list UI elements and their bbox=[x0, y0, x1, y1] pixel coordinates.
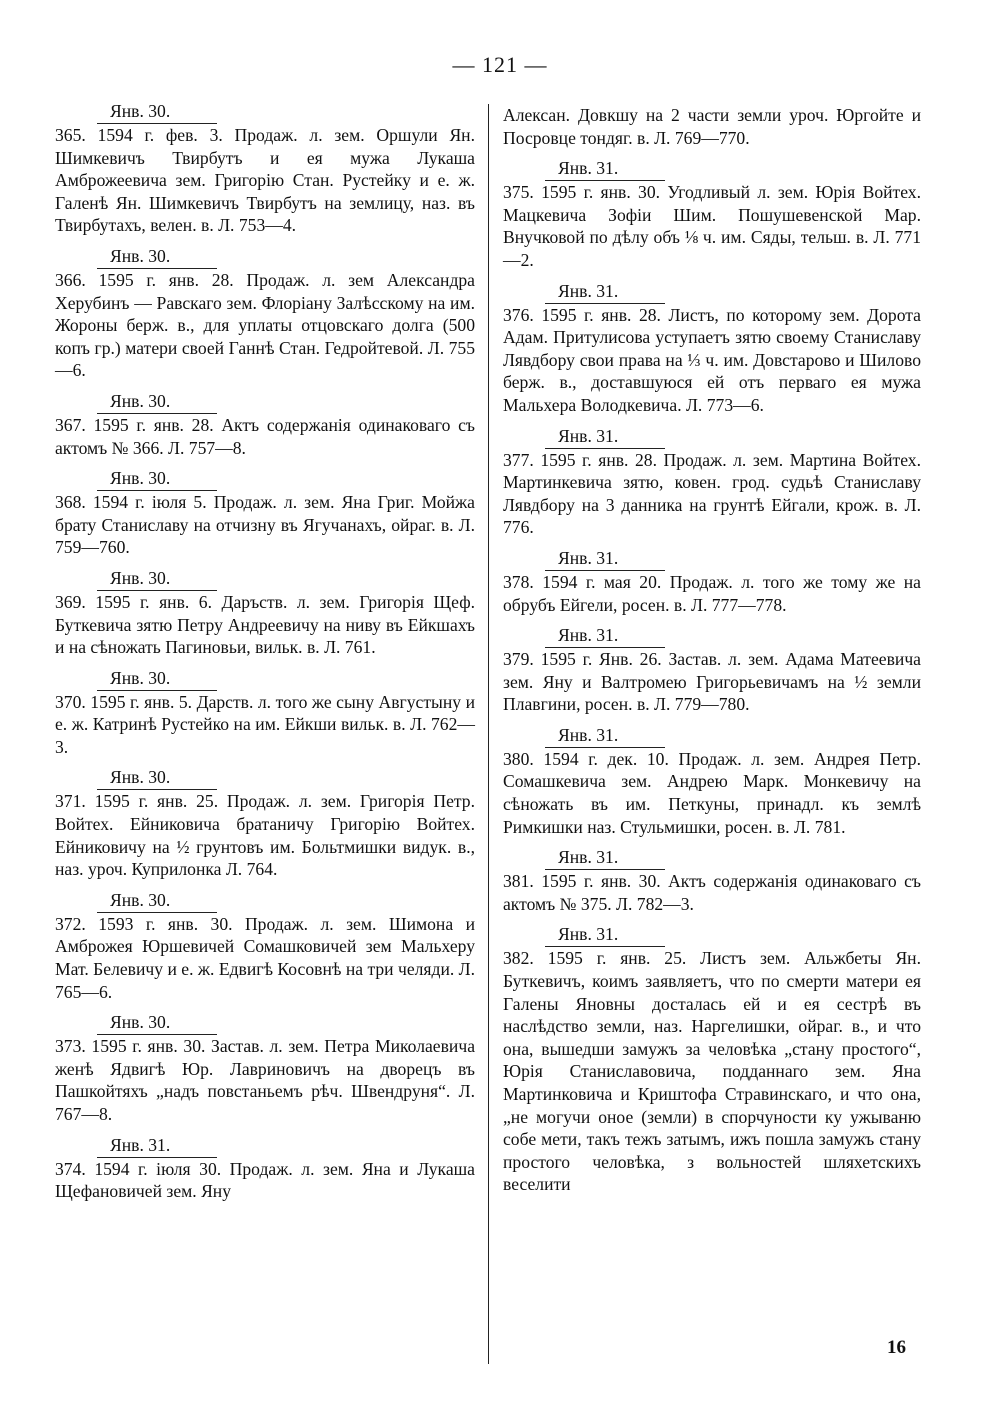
entry-date: Янв. 31. bbox=[503, 846, 921, 870]
entry-382 bbox=[503, 923, 921, 1196]
entry-text: 373. 1595 г. янв. 30. Застав. л. зем. Петра Миколаевича женѣ Ядвигѣ Юр. Лавриновичъ на дворецъ въ Пашкойтяхъ „надъ повстаньемъ рѣч. Швендруня“. Л. 767—8. bbox=[55, 1036, 475, 1124]
entry-365 bbox=[55, 100, 475, 237]
entry-text: 366. 1595 г. янв. 28. Продаж. л. зем Александра Херубинъ — Равскаго зем. Флоріану Залѣсскому на им. Жороны берж. в., для уплаты отцовскаго долга (500 копъ гр.) матери своей Ганнѣ Стан. Гедройтевой. Л. 755—6. bbox=[55, 269, 475, 381]
entry-text: 378. 1594 г. мая 20. Продаж. л. того же тому же на обрубъ Ейгели, росен. в. Л. 777—778. bbox=[503, 571, 921, 615]
entry-date: Янв. 30. bbox=[55, 100, 475, 124]
entry-381 bbox=[503, 846, 921, 915]
entry-text: 370. 1595 г. янв. 5. Дарств. л. того же сыну Августыну и е. ж. Катринѣ Рустейко на им. Ейкши вильк. в. Л. 762—3. bbox=[55, 691, 475, 757]
entry-373 bbox=[55, 1011, 475, 1125]
entry-date: Янв. 31. bbox=[503, 624, 921, 648]
entry-367 bbox=[55, 390, 475, 459]
entry-371 bbox=[55, 766, 475, 880]
entry-379 bbox=[503, 624, 921, 716]
entry-text: 377. 1595 г. янв. 28. Продаж. л. зем. Мартина Войтех. Мартинкевича зятю, ковен. грод. судьѣ Станиславу Лявдбору на 3 данника на грунтѣ Ейгали, крож. в. Л. 776. bbox=[503, 449, 921, 538]
entry-370 bbox=[55, 667, 475, 759]
entry-text: 371. 1595 г. янв. 25. Продаж. л. зем. Григорія Петр. Войтех. Ейниковича братаничу Григорію Войтех. Ейниковичу на ½ грунтовъ им. Больтмишки видук. в., наз. уроч. Куприлонка Л. 764. bbox=[55, 791, 475, 880]
entry-text: 381. 1595 г. янв. 30. Актъ содержанія одинаковаго съ актомъ № 375. Л. 782—3. bbox=[503, 871, 921, 914]
entry-text: 372. 1593 г. янв. 30. Продаж. л. зем. Шимона и Амброжея Юршевичей Сомашковичей зем Мальхеру Мат. Белевичу и е. ж. Едвигѣ Косовнѣ на три челяди. Л. 765—6. bbox=[55, 913, 475, 1002]
entry-372 bbox=[55, 889, 475, 1003]
entry-date: Янв. 31. bbox=[503, 547, 921, 571]
entry-date: Янв. 31. bbox=[503, 724, 921, 748]
entry-text: 365. 1594 г. фев. 3. Продаж. л. зем. Оршули Ян. Шимкевичъ Твирбутъ и ея мужа Лукаша Амброжеевича зем. Григорію Стан. Рустейку и е. ж. Галенѣ Ян. Шимкевичъ Твирбутъ на землицу, наз. въ Твирбутахъ, велен. в. Л. 753—4. bbox=[55, 125, 475, 236]
entry-date: Янв. 30. bbox=[55, 1011, 475, 1035]
entry-date: Янв. 31. bbox=[55, 1134, 475, 1158]
page-number: — 121 — bbox=[452, 52, 548, 77]
entry-date: Янв. 30. bbox=[55, 766, 475, 790]
left-column bbox=[55, 96, 475, 1211]
right-column bbox=[503, 104, 921, 1204]
entry-377 bbox=[503, 425, 921, 539]
entry-date: Янв. 30. bbox=[55, 889, 475, 913]
entry-375 bbox=[503, 157, 921, 271]
entry-376 bbox=[503, 280, 921, 417]
entry-374-continuation: Алексан. Довкшу на 2 части земли уроч. Юргойте и Посровце тондяг. в. Л. 769—770. bbox=[503, 105, 921, 148]
entry-374 bbox=[55, 1134, 475, 1203]
entry-date: Янв. 31. bbox=[503, 280, 921, 304]
entry-text: 369. 1595 г. янв. 6. Даръств. л. зем. Григорія Щеф. Буткевича зятю Петру Андреевичу на ниву въ Ейкшахъ и на сѣножать Пагиновьи, вильк. в. Л. 761. bbox=[55, 591, 475, 658]
entry-369 bbox=[55, 567, 475, 659]
printer-signature: 16 bbox=[887, 1337, 906, 1358]
column-divider bbox=[488, 104, 489, 1364]
entry-368 bbox=[55, 467, 475, 559]
entry-date: Янв. 30. bbox=[55, 467, 475, 491]
entry-date: Янв. 31. bbox=[503, 425, 921, 449]
entry-date: Янв. 30. bbox=[55, 567, 475, 591]
entry-text: 374. 1594 г. іюля 30. Продаж. л. зем. Яна и Лукаша Щефановичей зем. Яну bbox=[55, 1158, 475, 1202]
entry-text: 380. 1594 г. дек. 10. Продаж. л. зем. Андрея Петр. Сомашкевича зем. Андрею Марк. Монкевичу на сѣножать въ им. Петкуны, принадл. къ землѣ Римкишки наз. Стульмишки, росен. в. Л. 781. bbox=[503, 748, 921, 837]
entry-text: 375. 1595 г. янв. 30. Угодливый л. зем. Юрія Войтех. Мацкевича Зофіи Шим. Пошушевенской Мар. Внучковой по дѣлу объ ⅛ ч. им. Сяды, тельш. в. Л. 771—2. bbox=[503, 182, 921, 270]
entry-378 bbox=[503, 547, 921, 616]
entry-date: Янв. 30. bbox=[55, 245, 475, 269]
entry-366 bbox=[55, 245, 475, 382]
entry-date: Янв. 31. bbox=[503, 157, 921, 181]
entry-date: Янв. 30. bbox=[55, 667, 475, 691]
entry-380 bbox=[503, 724, 921, 838]
entry-text: 379. 1595 г. Янв. 26. Застав. л. зем. Адама Матеевича зем. Яну и Валтромею Григорьевичамъ на ½ земли Плавгини, росен. в. Л. 779—780. bbox=[503, 649, 921, 715]
entry-text: 367. 1595 г. янв. 28. Актъ содержанія одинаковаго съ актомъ № 366. Л. 757—8. bbox=[55, 414, 475, 458]
entry-date: Янв. 30. bbox=[55, 390, 475, 414]
entry-text: 368. 1594 г. іюля 5. Продаж. л. зем. Яна Григ. Мойжа брату Станиславу на отчизну въ Ягучанахъ, ойраг. в. Л. 759—760. bbox=[55, 492, 475, 558]
entry-text: 376. 1595 г. янв. 28. Листъ, по которому зем. Дорота Адам. Притулисова уступаетъ зятю своему Станиславу Лявдбору свои права на ⅓ ч. им. Довстарово и Шилово берж. в., доставшуюся ей отъ перваго ея мужа Мальхера Володкевича. Л. 773—6. bbox=[503, 304, 921, 415]
entry-text: 382. 1595 г. янв. 25. Листъ зем. Альжбеты Ян. Буткевичъ, коимъ заявляетъ, что по смерти матери ея Галены Яновны досталась ей и ея сестрѣ въ наслѣдство земли, наз. Наргелишки, ойраг. в., и что она, вышедши замужъ за человѣка „стану простого“, Юрія Станиславовича, подданнаго зем. Яна Мартинковича и Криштофа Стравинскаго, и что она, „не могучи оное (земли) в спорчуности ку ужываню собе мети, такъ тежъ затымъ, ижъ пошла замужъ стану простого человѣка, з вольностей шляхетскихъ веселити bbox=[503, 948, 921, 1195]
entry-date: Янв. 31. bbox=[503, 923, 921, 947]
